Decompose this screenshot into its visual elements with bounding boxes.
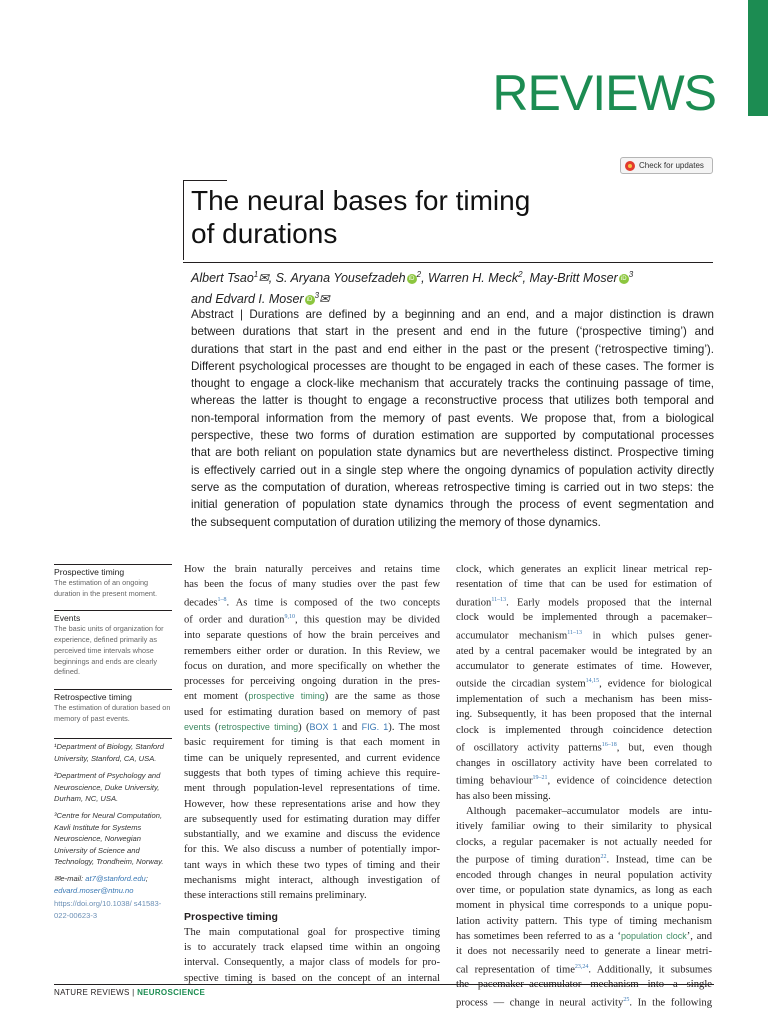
citation[interactable]: 25 [623, 996, 630, 1003]
author-edvard-moser[interactable]: and Edvard I. Moser [191, 292, 304, 307]
citation[interactable]: 11–13 [491, 596, 507, 603]
text-line: clock is implemented through coincidence detection [456, 724, 712, 736]
text-line: are subsequently used for estimating duration may differ [184, 813, 440, 825]
text-line [456, 977, 712, 992]
text-line: itively familiar owing to their similarity to physical [456, 821, 712, 833]
text-line: clocks, a regular pacemaker is not actually needed for [456, 836, 712, 848]
author-may-britt-moser[interactable]: , May-Britt Moser [522, 271, 618, 286]
abstract-line: the subsequent computation of duration utilizing the memory of those dynamics. [191, 515, 601, 529]
mail-icon[interactable]: ✉ [319, 292, 330, 307]
glossary-definition: The estimation of duration based on memory of past events. [54, 702, 171, 723]
text-line: changes in oscillatory activity have been correlated to [456, 757, 712, 769]
abstract-line: Different psychological processes are thought to be engaged in each of these cases. The former is [191, 359, 714, 373]
text-line: timing behaviour$^{19-21}$, evidence of coincidence detection [456, 774, 712, 787]
text-line: However, how these representations arise and how they [184, 798, 440, 810]
citation[interactable]: 22 [600, 854, 607, 860]
text-line: has also been missing. [456, 790, 551, 802]
text-line: has been the focus of many studies over the past few [184, 579, 440, 591]
doi-link[interactable]: https://doi.org/10.1038/ s41583-022-00623-3 [54, 899, 162, 920]
text-line: moment in physical time corresponds to a unique popu- [456, 900, 712, 912]
author-meck[interactable]: , Warren H. Meck [421, 271, 519, 286]
body-column-2 [456, 562, 712, 1011]
text-line: tant ways in which these two types of timing and their [184, 859, 440, 871]
glossary-term: Retrospective timing [54, 691, 132, 702]
footer [54, 988, 205, 997]
abstract-line: thought to engage a clock-like mechanism that accurately tracks the continuing passage of time, [191, 377, 714, 391]
text-line: the purpose of timing duration$^{22}$. Instead, time can be [456, 854, 713, 866]
glossary-definition: The estimation of an ongoing duration in the present moment. [54, 578, 158, 598]
abstract [191, 306, 714, 531]
title-line-2: of durations [191, 218, 338, 249]
text-line: duration$^{11-13}$. Early models proposed that the internal [456, 596, 712, 609]
text-line: into separate questions of how the brain perceives and [184, 630, 440, 642]
glossary-definition: The basic units of organization for experience, defined primarily as perceived time intervals whose beginnings and ends are clearly defined. [54, 624, 164, 677]
abstract-line: perspective, these two forms of duration estimation are supported by computational processes [191, 429, 714, 443]
author-yousefzadeh[interactable]: , S. Aryana Yousefzadeh [268, 271, 406, 286]
check-for-updates-button[interactable] [620, 157, 713, 174]
text-line: process — change in neural activity$^{25}$. In the following [456, 996, 712, 1009]
text-line: basic requirement for timing is that each moment in [184, 737, 440, 749]
glossary-entry [54, 689, 172, 724]
abstract-line: initial generation of population state dynamics through the process of event segmentation and [191, 498, 714, 512]
section-subheading: Prospective timing [184, 910, 278, 923]
article-title [191, 184, 611, 250]
affiliation: ³Centre for Neural Computation, Kavli Institute for Systems Neuroscience, Norwegian University of Science and Technology, Trondheim, Norway. [54, 811, 164, 866]
abstract-line: whereas the latter is thought to engage a reconstructive process that utilizes both temporal and [191, 394, 714, 408]
text-line: ated by a central pacemaker would be integrated by an [456, 645, 712, 657]
text-line: The main computational goal for prospective timing [184, 926, 440, 938]
text-line: substantially, and we examine and discuss the evidence [184, 829, 440, 841]
text-line: mechanisms might interact, although investigation of [184, 875, 440, 886]
glossary-term: Prospective timing [54, 567, 125, 577]
email-link-tsao[interactable]: at7@stanford.edu [85, 874, 146, 884]
text-line: suggests that both types of timing achieve this require- [184, 767, 440, 779]
box-link[interactable]: BOX 1 [309, 722, 338, 733]
text-line: accumulator to generate estimates of time. However, [456, 660, 712, 672]
citation[interactable]: 19–21 [532, 774, 548, 781]
glossary-link[interactable]: retrospective timing [218, 722, 299, 733]
orcid-icon[interactable]: iD [619, 274, 629, 284]
citation[interactable]: 9,10 [284, 614, 295, 621]
citation[interactable]: 16–18 [601, 741, 617, 748]
text-line: clock, which generates an explicit linear metrical rep- [456, 564, 712, 575]
body-column-1 [184, 562, 440, 986]
footer-subject: NEUROSCIENCE [137, 988, 206, 997]
text-line: focus on duration, and more specifically on whether the [184, 660, 440, 672]
crossmark-icon [625, 161, 635, 171]
text-line: processes for perceiving ongoing duration in the pres- [184, 676, 440, 688]
mail-icon[interactable]: ✉ [258, 271, 269, 286]
title-bottom-rule [183, 262, 713, 263]
text-line: of order and duration$^{9,10}$, this question may be divided [184, 614, 440, 626]
text-line: ent moment (prospective timing) are the same as those [184, 691, 440, 703]
author-list: Albert Tsao$^1$✉, S. Aryana Yousefzadeh iD $^2$, Warren H. Meck$^2$, May-Britt Moser iD $^3$ and Edvard I. Moser iD $^3$✉ [191, 270, 634, 307]
citation[interactable]: 1–8 [217, 596, 227, 603]
glossary-link[interactable]: events [184, 722, 211, 733]
mail-icon: ✉ [54, 874, 61, 884]
abstract-line: between durations that start in the present and end in the future (‘prospective timing’) and [191, 325, 714, 339]
abstract-line: Abstract | Durations are defined by a beginning and an end, and a major distinction is drawn [191, 308, 714, 321]
footer-journal-name: NATURE REVIEWS [54, 988, 130, 997]
text-line: ment through population-level representations of time. [184, 783, 440, 795]
text-line: has sometimes been referred to as a ‘population clock’, and [456, 931, 712, 943]
text-line: outside the circadian system$^{14,15}$, evidence for biological [456, 678, 712, 690]
abstract-line: non-temporal information from the memory of past events. We propose that, from a biological [191, 411, 714, 425]
text-line: ing. Subsequently, it has been proposed that the internal [456, 709, 712, 721]
section-heading: REVIEWS [492, 65, 716, 121]
abstract-line: that are both reliant on population state dynamics but are nevertheless distinct. Prospective timing [191, 446, 714, 460]
text-line: lation activity pattern. This type of timing mechanism [456, 915, 712, 927]
text-line: used for estimating duration based on memory of past [184, 706, 440, 718]
orcid-icon[interactable]: iD [407, 274, 417, 284]
text-line: resentation of time that can be used for estimation of [456, 579, 712, 591]
text-line: over time, or population state dynamics, as long as each [456, 885, 712, 897]
text-line: implementation of such a mechanism has been miss- [456, 693, 712, 705]
text-line: remembers either order or duration. In this Review, we [184, 645, 440, 657]
glossary-term: Events [54, 613, 81, 624]
citation[interactable]: 14,15 [585, 678, 600, 685]
glossary-link[interactable]: prospective timing [248, 691, 325, 702]
email-label: e-mail: [60, 874, 86, 884]
margin-sidebar [54, 564, 172, 921]
citation[interactable]: 11–13 [567, 629, 583, 636]
title-line-1: The neural bases for timing [191, 185, 531, 216]
text-line: decades$^{1-8}$. As time is composed of the two concepts [184, 596, 440, 609]
abstract-line: durations that start in the past and end either in the past or the present (‘retrospective timing’). [191, 342, 714, 356]
check-for-updates-label: Check for updates [639, 161, 704, 170]
text-line: spective timing is based on the concept of an internal [184, 972, 440, 984]
text-line: time can be uniquely represented, and current evidence [184, 752, 440, 764]
affiliation: ¹Department of Biology, Stanford University, Stanford, CA, USA. [54, 738, 172, 764]
text-line: is to accurately track elapsed time within an ongoing [184, 942, 440, 954]
glossary-link[interactable]: population clock [620, 931, 687, 942]
glossary-entry [54, 610, 172, 678]
footer-rule [54, 984, 714, 985]
abstract-line: serve as the computation of duration, whereas retrospective timing is carried out in two steps: the [191, 480, 714, 494]
text-line: it does not necessarily need to generate a linear metri- [456, 946, 712, 958]
abstract-line: is effectively carried out in a single step where the ongoing dynamics of population activity directly [191, 463, 714, 477]
glossary-entry [54, 564, 172, 599]
title-top-rule [183, 180, 227, 181]
text-line: these interactions still remains preliminary. [184, 890, 367, 902]
email-link-moser[interactable]: edvard.moser@ntnu.no [54, 885, 134, 895]
text-line: events (retrospective timing) (BOX 1 and FIG. 1). The most [184, 722, 440, 734]
citation[interactable]: 23,24 [574, 963, 589, 970]
affiliation: ²Department of Psychology and Neuroscience, Duke University, Durham, NC, USA. [54, 771, 161, 803]
text-line: of oscillatory activity patterns$^{16-18}$, but, even though [456, 741, 712, 754]
section-color-tab [748, 0, 768, 116]
figure-link[interactable]: FIG. 1 [361, 722, 389, 733]
text-line: for this. We also discuss a number of potentially impor- [184, 844, 440, 856]
text-line: cal representation of time$^{23,24}$. Additionally, it subsumes [456, 963, 712, 976]
text-line: interval. Consequently, a major class of models for pro- [184, 957, 440, 969]
text-line: clock would be implemented through a pacemaker– [456, 612, 712, 624]
footer-separator: | [129, 988, 138, 997]
text-line: accumulator mechanism$^{11-13}$ in which pulses gener- [456, 629, 712, 642]
correspondence-email: ✉e-mail: at7@stanford.edu; edvard.moser@ntnu.no [54, 874, 148, 895]
author-tsao[interactable]: Albert Tsao [191, 271, 254, 286]
orcid-icon[interactable]: iD [305, 295, 315, 305]
text-line: How the brain naturally perceives and retains time [184, 564, 440, 575]
title-left-rule [183, 180, 184, 260]
text-line: Although pacemaker–accumulator models are intu- [466, 806, 712, 818]
text-line: encoded through changes in neural population activity [456, 869, 712, 881]
